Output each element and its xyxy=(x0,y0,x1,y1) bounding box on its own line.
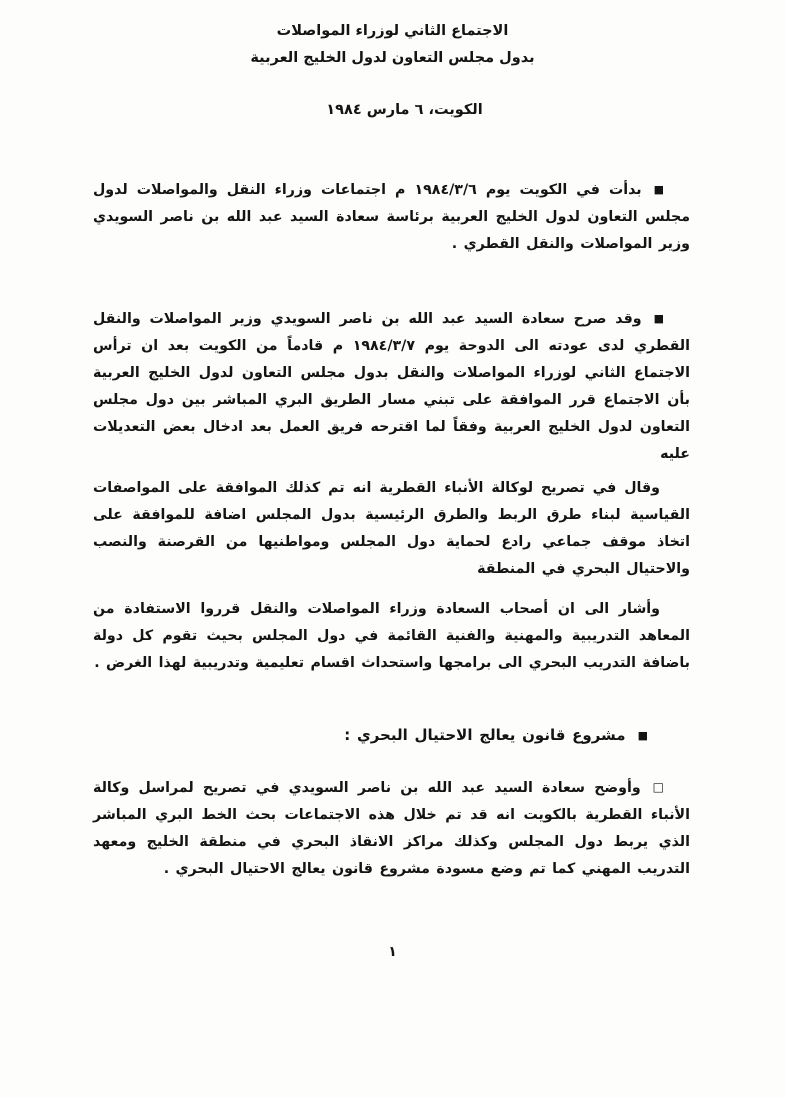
filled-square-bullet-icon: ■ xyxy=(653,183,664,196)
paragraph-3-text: وقال في تصريح لوكالة الأنباء القطرية انه تم كذلك الموافقة على المواصفات القياسية لبناء طرق الربط والطرق الرئيسية بدول المجلس اضافة للموافقة على اتخاذ موقف جماعي رادع لحماية دول المجلس ومواطنيها من القرصنة والنصب والاحتيال البحري في المنطقة xyxy=(93,480,690,577)
paragraph-3 xyxy=(93,475,690,583)
document-title-line2: بدول مجلس التعاون لدول الخليج العربية xyxy=(250,50,535,66)
paragraph-2-text: وقد صرح سعادة السيد عبد الله بن ناصر السويدي وزير المواصلات والنقل القطري لدى عودته الى الدوحة يوم ١٩٨٤/٣/٧ م قادماً من الكويت بعد ان ترأس الاجتماع الثاني لوزراء المواصلات والنقل بدول مجلس التعاون لدول الخليج العربية بأن الاجتماع قرر الموافقة على تبني مسار الطريق البري المباشر بين دول مجلس التعاون لدول الخليج العربية وفقاً لما اقترحه فريق العمل بعد ادخال بعض التعديلات عليه xyxy=(93,311,690,462)
document-title-line1: الاجتماع الثاني لوزراء المواصلات xyxy=(276,23,509,39)
section-heading-text: مشروع قانون يعالج الاحتيال البحري : xyxy=(344,726,626,744)
paragraph-1-text: بدأت في الكويت يوم ١٩٨٤/٣/٦ م اجتماعات وزراء النقل والمواصلات لدول مجلس التعاون لدول الخليج العربية برئاسة سعادة السيد عبد الله بن ناصر السويدي وزير المواصلات والنقل القطري . xyxy=(93,182,690,252)
document-header xyxy=(0,0,785,122)
page-number: ١ xyxy=(388,944,397,960)
open-square-bullet-icon: □ xyxy=(652,780,664,794)
document-body xyxy=(93,176,690,883)
filled-square-bullet-icon: ■ xyxy=(653,312,664,325)
filled-square-bullet-icon: ■ xyxy=(637,729,648,742)
paragraph-2 xyxy=(93,305,690,468)
paragraph-5 xyxy=(93,774,690,883)
paragraph-1 xyxy=(93,176,690,258)
document-dateline: الكويت، ٦ مارس ١٩٨٤ xyxy=(326,102,483,118)
section-heading xyxy=(93,722,648,749)
paragraph-5-text: وأوضح سعادة السيد عبد الله بن ناصر السويدي في تصريح لمراسل وكالة الأنباء القطرية بالكويت انه قد تم خلال هذه الاجتماعات بحث الخط البري المباشر الذي يربط دول المجلس وكذلك مراكز الانقاذ البحري في منطقة الخليج ومعهد التدريب المهني كما تم وضع مسودة مشروع قانون يعالج الاحتيال البحري . xyxy=(93,780,690,877)
paragraph-4-text: وأشار الى ان أصحاب السعادة وزراء المواصلات والنقل قرروا الاستفادة من المعاهد التدريبية والمهنية والفنية القائمة في دول المجلس بحيث تقوم كل دولة باضافة التدريب البحري الى برامجها واستحداث اقسام تعليمية وتدريبية لهذا الغرض . xyxy=(93,601,690,671)
paragraph-4 xyxy=(93,596,690,677)
